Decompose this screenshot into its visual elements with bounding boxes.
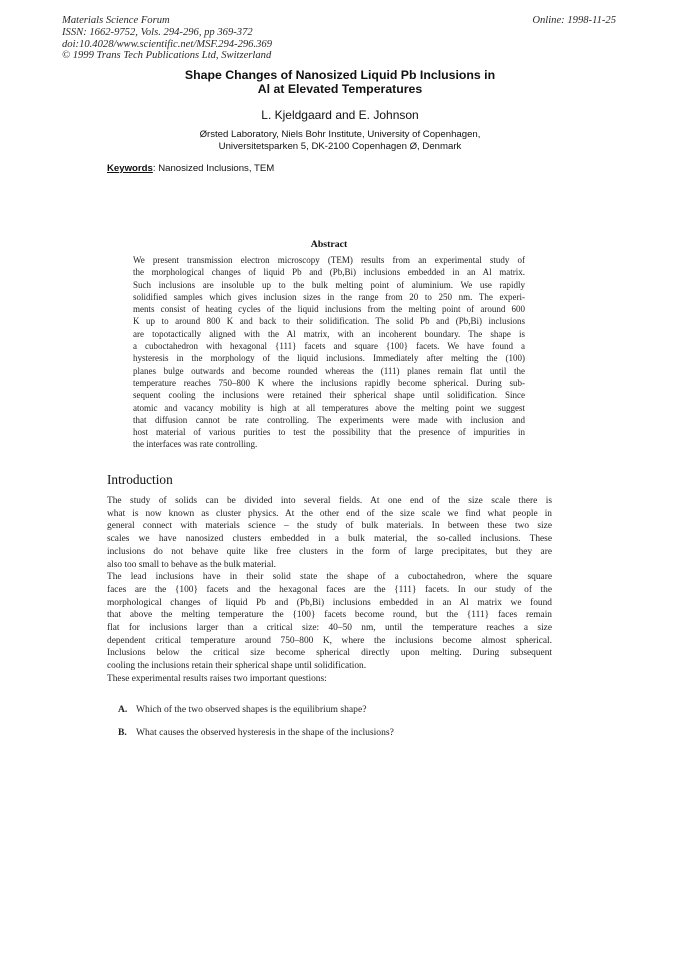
intro-line: dependent critical temperature around 750–800 K, where the inclusions become almost spherical.: [107, 635, 552, 646]
keywords: [107, 163, 274, 174]
abstract-line: host material of various purities to test the possibility that the presence of impurities in: [133, 427, 525, 438]
keywords-value: : Nanosized Inclusions, TEM: [152, 163, 275, 174]
abstract-line: are topotactically aligned with the Al matrix, with an incoherent boundary. The shape is: [133, 328, 525, 339]
abstract-body: [133, 254, 525, 451]
keywords-label: Keywords: [107, 163, 153, 174]
abstract-line: that diffusion cannot be rate controlling. The experiments were made with inclusion and: [133, 414, 525, 425]
abstract-line: the interfaces was rate controlling.: [133, 439, 258, 450]
question-item: [118, 704, 394, 716]
journal-name: Materials Science Forum: [62, 15, 170, 26]
abstract-line: atomic and vacancy mobility is high at all temperatures above the melting point we suggest: [133, 402, 525, 413]
online-date: Online: 1998-11-25: [532, 15, 616, 26]
abstract-line: K up to around 800 K and back to their solidification. The solid Pb and (Pb,Bi) inclusions: [133, 316, 525, 327]
intro-line: Inclusions below the critical size become spherical directly upon melting. During subsequent: [107, 648, 552, 659]
paper-title: [110, 68, 570, 96]
intro-line: flat for inclusions larger than a critical size: 40–50 nm, until the temperature reaches a size: [107, 623, 552, 634]
intro-line: scales we have nanosized clusters embedded in a bulk material, the so-called inclusions. These: [107, 534, 552, 545]
question-letter: A.: [118, 704, 128, 715]
copyright-line: © 1999 Trans Tech Publications Ltd, Switzerland: [62, 50, 272, 62]
affiliation: [110, 129, 570, 153]
doi-line: doi:10.4028/www.scientific.net/MSF.294-296.369: [62, 38, 272, 50]
intro-line: faces are the {100} facets and the hexagonal faces are the {111} facets. In our study of the: [107, 584, 552, 595]
question-letter: B.: [118, 727, 127, 738]
abstract-line: We present transmission electron microscopy (TEM) results from an experimental study of: [133, 255, 525, 265]
title-line: Shape Changes of Nanosized Liquid Pb Inclusions in: [184, 68, 496, 82]
intro-line: The lead inclusions have in their solid state the shape of a cuboctahedron, where the square: [107, 572, 552, 583]
abstract-line: a cuboctahedron with hexagonal {111} facets and square {100} facets. We have found a: [133, 341, 525, 352]
issn-line: ISSN: 1662-9752, Vols. 294-296, pp 369-372: [62, 26, 253, 38]
abstract-line: temperature reaches 750–800 K where the inclusions rapidly become spherical. During sub-: [133, 377, 525, 388]
abstract-line: sequent cooling the inclusions were retained their spherical shape until solidification. Since: [133, 390, 525, 401]
intro-line: general connect with materials science – the study of bulk materials. In between these two size: [107, 521, 552, 532]
intro-line: These experimental results raises two important questions:: [107, 673, 327, 684]
abstract-line: the morphological changes of liquid Pb and (Pb,Bi) inclusions embedded in an Al matrix.: [133, 267, 525, 278]
abstract-line: hysteresis in the morphology of the liquid inclusions. Immediately after melting the (100): [133, 353, 525, 364]
introduction-body: [107, 495, 552, 686]
question-list: [118, 704, 394, 750]
abstract-line: Such inclusions are insoluble up to the bulk melting point of aluminium. We use rapidly: [133, 279, 525, 290]
intro-line: The study of solids can be divided into several fields. At one end of the size scale there is: [107, 496, 552, 506]
question-text: What causes the observed hysteresis in the shape of the inclusions?: [136, 727, 394, 738]
affiliation-line: Ørsted Laboratory, Niels Bohr Institute, University of Copenhagen,: [199, 129, 481, 140]
intro-line: cooling the inclusions retain their spherical shape until solidification.: [107, 661, 367, 672]
abstract-line: solidified samples which gives inclusion sizes in the range from 20 to 250 nm. The experi-: [133, 291, 525, 302]
title-line: Al at Elevated Temperatures: [257, 82, 423, 96]
affiliation-line: Universitetsparken 5, DK-2100 Copenhagen Ø, Denmark: [218, 141, 462, 152]
abstract-line: ments consist of heating cycles of the liquid inclusions from the melting point of around 600: [133, 304, 525, 315]
introduction-heading: Introduction: [107, 472, 173, 487]
intro-line: also too small to behave as the bulk material.: [107, 559, 276, 570]
abstract-line: planes bulge outwards and become rounded whereas the (111) planes remain flat until the: [133, 365, 525, 376]
publication-info: [62, 15, 272, 62]
abstract-heading: Abstract: [310, 239, 348, 250]
question-text: Which of the two observed shapes is the equilibrium shape?: [136, 704, 367, 715]
intro-line: morphological changes of liquid Pb and (Pb,Bi) inclusions embedded in an Al matrix we found: [107, 597, 552, 608]
question-item: [118, 727, 394, 739]
intro-line: that above the melting temperature the {100} facets become round, but the {111} faces remain: [107, 610, 552, 621]
intro-line: what is now known as cluster physics. At the other end of the size scale we find what people in: [107, 508, 552, 519]
authors: L. Kjeldgaard and E. Johnson: [261, 108, 419, 122]
intro-line: inclusions do not behave quite like free clusters in the form of large precipitates, but they are: [107, 546, 552, 557]
